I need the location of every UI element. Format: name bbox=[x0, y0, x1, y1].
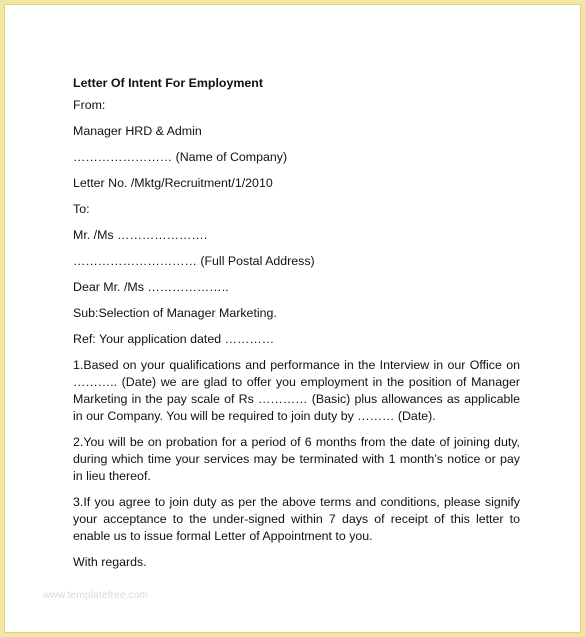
salutation: Dear Mr. /Ms ……………….. bbox=[73, 280, 229, 294]
paragraph-acceptance: 3.If you agree to join duty as per the above terms and conditions, please signify your acceptance to the under-signed within 7 days of receipt of this letter to enable us to issue formal Letter of Appointment to you. bbox=[73, 495, 520, 543]
to-label: To: bbox=[73, 202, 90, 216]
letter-number: Letter No. /Mktg/Recruitment/1/2010 bbox=[73, 176, 273, 190]
company-placeholder: …………………… (Name of Company) bbox=[73, 150, 288, 164]
from-label: From: bbox=[73, 98, 106, 112]
subject-line: Sub:Selection of Manager Marketing. bbox=[73, 306, 277, 320]
recipient-name: Mr. /Ms …………………. bbox=[73, 228, 208, 242]
paragraph-offer: 1.Based on your qualifications and performance in the Interview in our Office on ……….. (Date) we are glad to offer you employment in the position of Manager Marketing in the pay scale of Rs ………… (Basic) plus allowances as applicable in our Company. You will be required to join duty by ……… (Date). bbox=[73, 358, 520, 423]
document-page bbox=[4, 4, 581, 633]
reference-line: Ref: Your application dated ………… bbox=[73, 332, 275, 346]
address-placeholder: ………………………… (Full Postal Address) bbox=[73, 254, 315, 268]
watermark-text: www.templatefree.com bbox=[43, 590, 149, 601]
letter-title: Letter Of Intent For Employment bbox=[73, 76, 263, 90]
letter-body bbox=[73, 75, 520, 571]
closing-line: With regards. bbox=[73, 555, 147, 569]
paragraph-probation: 2.You will be on probation for a period of 6 months from the date of joining duty, during which time your services may be terminated with 1 month’s notice or pay in lieu thereof. bbox=[73, 435, 520, 483]
sender-name: Manager HRD & Admin bbox=[73, 124, 202, 138]
